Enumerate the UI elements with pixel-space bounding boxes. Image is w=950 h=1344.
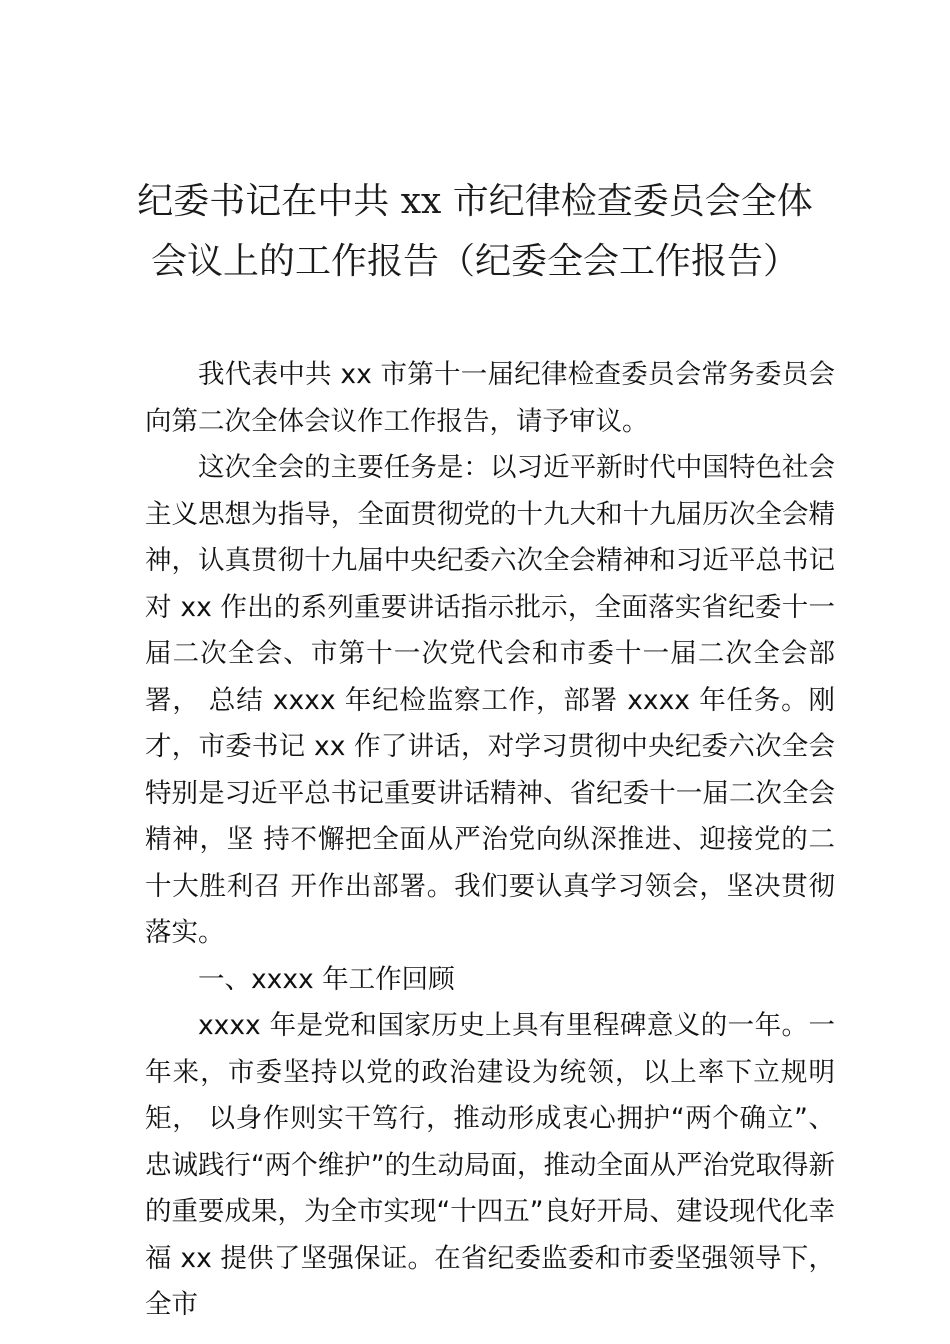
- document-title-line-2: 会议上的工作报告（纪委全会工作报告）: [150, 241, 799, 282]
- paragraph-main-tasks: 这次全会的主要任务是：以习近平新时代中国特色社会主义思想为指导，全面贯彻党的十九大和十九届历次全会精神，认真贯彻十九届中央纪委六次全会精神和习近平总书记 对 xx 作出的系列重要讲话指示批示，全面落实省纪委十一届二次全会、市第十一次党代会和市委十一届二次全会部署， 总结 xxxx 年纪检监察工作，部署 xxxx 年任务。刚才，市委书记 xx 作了讲话，对学习贯彻中央纪委六次全会特别是习近平总书记重要讲话精神、省纪委十一届二次全会精神，坚 持不懈把全面从严治党向纵深推进、迎接党的二十大胜利召 开作出部署。我们要认真学习领会，坚决贯彻落实。: [145, 452, 835, 948]
- paragraph-review: xxxx 年是党和国家历史上具有里程碑意义的一年。一年来，市委坚持以党的政治建设为统领，以上率下立规明矩， 以身作则实干笃行，推动形成衷心拥护“两个确立”、忠诚践行“两个维护”的生动局面，推动全面从严治党取得新的重要成果，为全市实现“十四五”良好开局、建设现代化幸福 xx 提供了坚强保证。在省纪委监委和市委坚强领导下，全市: [145, 1010, 835, 1320]
- paragraph-intro: 我代表中共 xx 市第十一届纪律检查委员会常务委员会向第二次全体会议作工作报告，请予审议。: [145, 359, 835, 437]
- document-body: [145, 352, 835, 1329]
- document-title-line-1: 纪委书记在中共 xx 市纪律检查委员会全体: [137, 181, 813, 222]
- document-title: [100, 172, 850, 292]
- section-heading: 一、xxxx 年工作回顾: [198, 963, 455, 995]
